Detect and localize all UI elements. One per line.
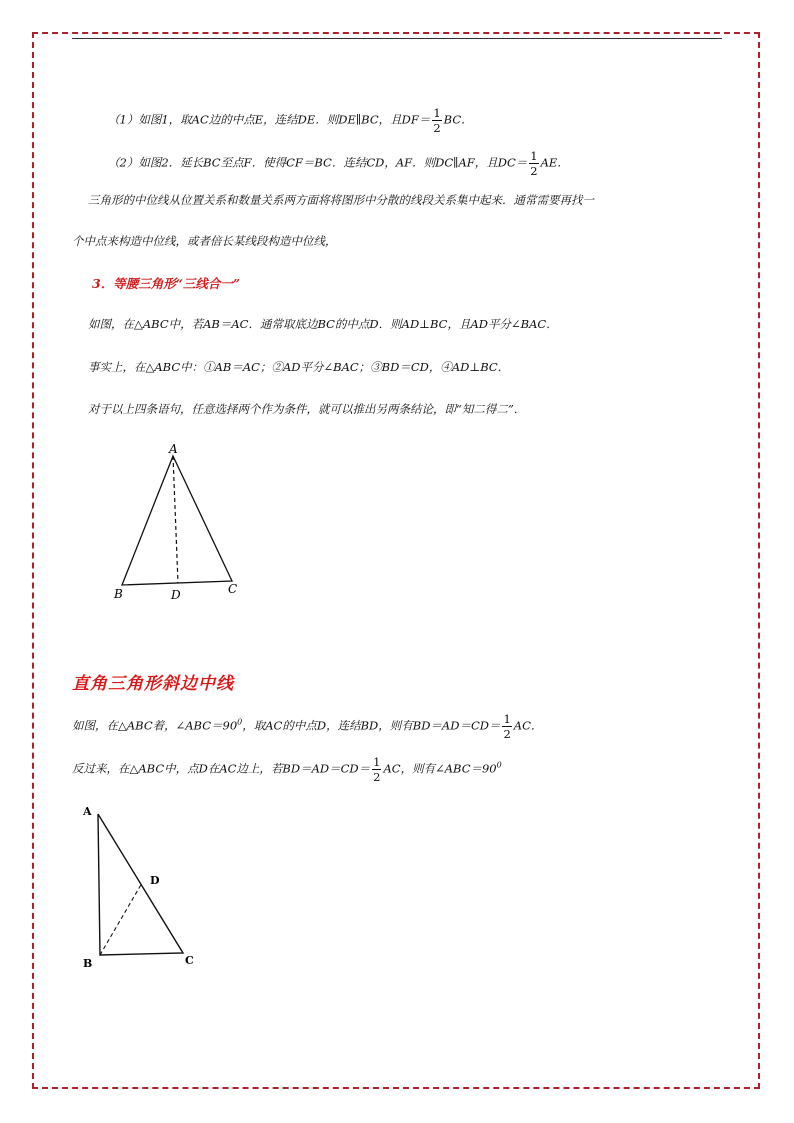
isosceles-line-3: 对于以上四条语句，任意选择两个作为条件，就可以推出另两条结论，即“知二得二”． xyxy=(88,402,526,416)
isosceles-line-2: 事实上，在△ABC中：①AB＝AC；②AD平分∠BAC；③BD＝CD，④AD⊥BC． xyxy=(88,360,510,374)
label-a: A xyxy=(83,805,92,818)
label-d: D xyxy=(150,874,160,887)
denominator: 2 xyxy=(433,121,441,135)
isosceles-triangle-figure xyxy=(100,436,260,606)
midline-property-2 xyxy=(108,149,569,178)
line1-tail: BC． xyxy=(443,112,473,127)
numerator: 1 xyxy=(433,106,441,120)
rt2-tail: AC，则有∠ABC＝90 xyxy=(383,761,497,776)
fraction-one-half xyxy=(432,106,441,135)
denominator: 2 xyxy=(530,164,538,178)
line1-text: （1）如图1，取AC边的中点E，连结DE．则DE∥BC，且DF＝ xyxy=(108,112,431,127)
header-rule xyxy=(72,38,722,39)
label-c: C xyxy=(185,954,194,967)
isosceles-line-1: 如图，在△ABC中，若AB＝AC．通常取底边BC的中点D．则AD⊥BC，且AD平分∠BAC． xyxy=(88,317,558,331)
label-a: A xyxy=(169,442,178,456)
right-triangle-figure xyxy=(78,798,218,976)
denominator: 2 xyxy=(373,770,381,784)
numerator: 1 xyxy=(373,755,381,769)
fraction-one-half xyxy=(529,149,538,178)
rt1-tail: AC． xyxy=(513,718,543,733)
fraction-one-half xyxy=(372,755,381,784)
denominator: 2 xyxy=(503,727,511,741)
median-ad xyxy=(173,456,178,583)
fraction-one-half xyxy=(502,712,511,741)
label-b: B xyxy=(114,587,123,601)
line2-text: （2）如图2．延长BC至点F．使得CF＝BC．连结CD，AF．则DC∥AF，且DC＝ xyxy=(108,155,528,170)
right-triangle-line-2 xyxy=(72,755,502,784)
median-bd xyxy=(100,883,142,955)
triangle-abc xyxy=(98,814,183,955)
subsection-title: 3．等腰三角形“三线合一” xyxy=(92,276,241,291)
rt1-text: 如图，在△ABC着，∠ABC＝90 xyxy=(72,718,238,733)
label-b: B xyxy=(83,957,93,970)
degree-mark: 0 xyxy=(496,760,502,770)
label-d: D xyxy=(171,588,181,602)
right-triangle-line-1 xyxy=(72,712,542,741)
numerator: 1 xyxy=(530,149,538,163)
degree-mark: 0 xyxy=(237,717,243,727)
rt1-mid: ，取AC的中点D，连结BD，则有BD＝AD＝CD＝ xyxy=(242,718,501,733)
label-c: C xyxy=(228,582,238,596)
paragraph-line: 三角形的中位线从位置关系和数量关系两方面将将图形中分散的线段关系集中起来．通常需要再找一 xyxy=(88,193,594,207)
numerator: 1 xyxy=(503,712,511,726)
rt2-text: 反过来，在△ABC中，点D在AC边上，若BD＝AD＝CD＝ xyxy=(72,761,371,776)
section-title: 直角三角形斜边中线 xyxy=(72,674,234,694)
midline-property-1 xyxy=(108,106,473,135)
triangle-abc xyxy=(122,456,232,585)
paragraph-line: 个中点来构造中位线，或者倍长某线段构造中位线， xyxy=(72,234,337,248)
line2-tail: AE． xyxy=(540,155,569,170)
